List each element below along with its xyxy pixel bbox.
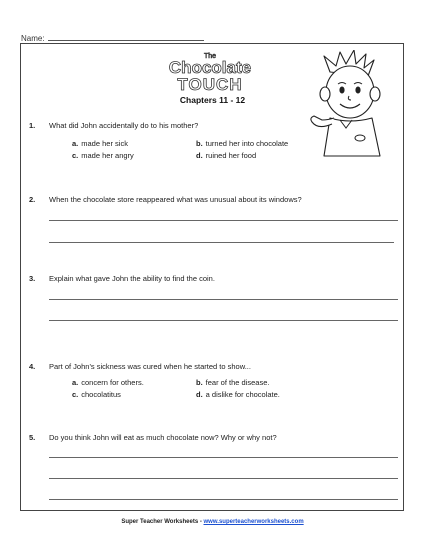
q1-option-d-text: ruined her food: [205, 151, 257, 160]
q2-number: 2.: [29, 195, 36, 204]
footer: [0, 519, 425, 525]
q1-number: 1.: [29, 121, 36, 130]
q4-option-a[interactable]: [72, 378, 144, 387]
q1-option-a-text: made her sick: [81, 139, 128, 148]
q2-answer-line-2[interactable]: [49, 242, 394, 243]
q1-option-d-letter: d.: [196, 151, 203, 160]
q4-option-c[interactable]: [72, 390, 121, 399]
q3-text: Explain what gave John the ability to find the coin.: [49, 274, 215, 283]
title-logo: [150, 49, 270, 95]
q2-answer-line-1[interactable]: [49, 220, 398, 221]
title-the: The: [203, 53, 217, 60]
q4-option-a-text: concern for others.: [81, 378, 144, 387]
q3-number: 3.: [29, 274, 36, 283]
q5-answer-line-3[interactable]: [49, 499, 398, 500]
footer-separator: -: [198, 519, 204, 525]
q4-option-b[interactable]: [196, 378, 269, 387]
name-field-line[interactable]: [48, 33, 204, 41]
q1-text: What did John accidentally do to his mother?: [49, 121, 199, 130]
q3-answer-line-1[interactable]: [49, 299, 398, 300]
name-row: [21, 33, 204, 43]
title-chocolate: Chocolate: [168, 58, 252, 77]
q1-option-c-text: made her angry: [81, 151, 134, 160]
q5-answer-line-2[interactable]: [49, 478, 398, 479]
q1-option-c[interactable]: [72, 151, 134, 160]
footer-url-link[interactable]: www.superteacherworksheets.com: [203, 519, 304, 525]
q1-option-c-letter: c.: [72, 151, 79, 160]
q2-text: When the chocolate store reappeared what was unusual about its windows?: [49, 195, 302, 204]
q5-number: 5.: [29, 433, 36, 442]
q1-option-b-letter: b.: [196, 139, 203, 148]
q4-option-d-text: a dislike for chocolate.: [205, 390, 280, 399]
q4-option-d-letter: d.: [196, 390, 203, 399]
q1-option-b[interactable]: [196, 139, 288, 148]
title-touch: TOUCH: [177, 75, 243, 94]
q1-option-a[interactable]: [72, 139, 128, 148]
q4-option-b-text: fear of the disease.: [205, 378, 270, 387]
q4-option-c-letter: c.: [72, 390, 79, 399]
q1-option-b-text: turned her into chocolate: [205, 139, 289, 148]
q4-option-c-text: chocolatitus: [81, 390, 121, 399]
q1-option-a-letter: a.: [72, 139, 79, 148]
name-label: Name:: [21, 34, 45, 43]
q5-answer-line-1[interactable]: [49, 457, 398, 458]
q4-option-d[interactable]: [196, 390, 280, 399]
q4-option-a-letter: a.: [72, 378, 79, 387]
q4-option-b-letter: b.: [196, 378, 203, 387]
q5-text: Do you think John will eat as much chocolate now? Why or why not?: [49, 433, 277, 442]
q4-number: 4.: [29, 362, 36, 371]
boy-pointing-icon: [300, 50, 398, 158]
q4-text: Part of John's sickness was cured when he started to show...: [49, 362, 251, 371]
footer-brand: Super Teacher Worksheets: [121, 519, 199, 525]
q1-option-d[interactable]: [196, 151, 256, 160]
chapters-heading: Chapters 11 - 12: [179, 95, 246, 105]
q3-answer-line-2[interactable]: [49, 320, 398, 321]
